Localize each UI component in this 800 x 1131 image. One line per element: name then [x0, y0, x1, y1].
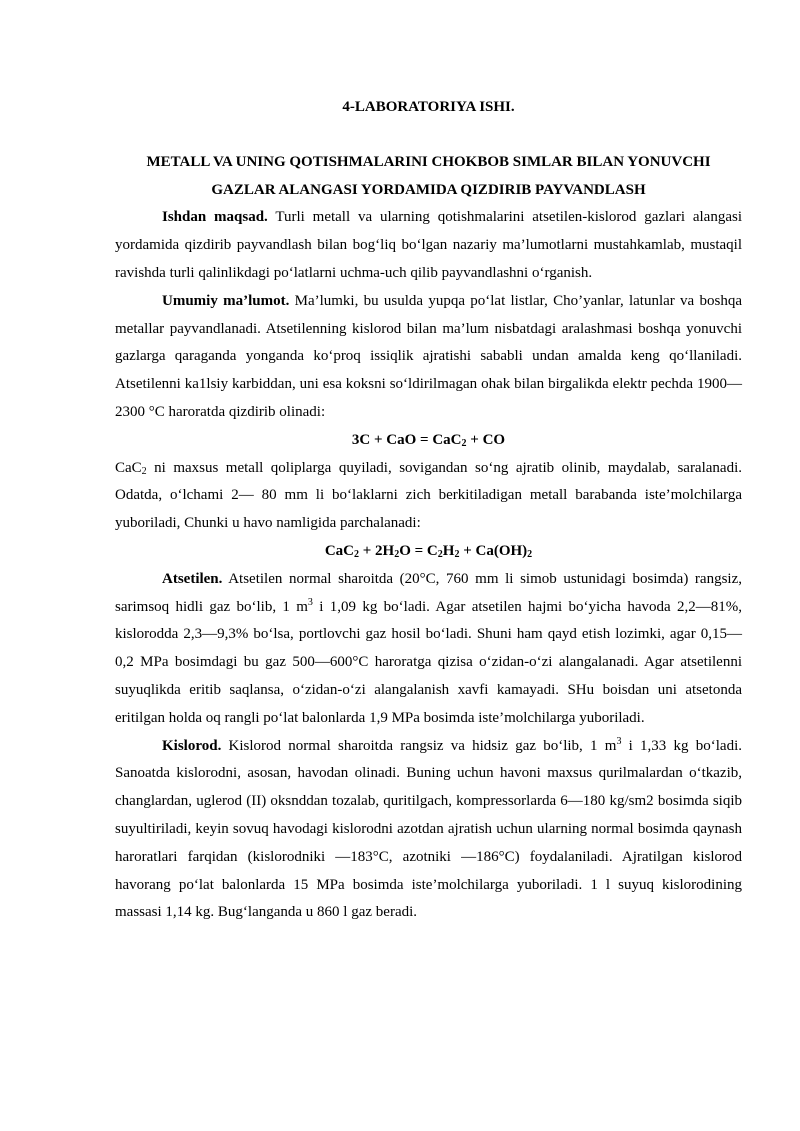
- calcium-carbide-paragraph: CaC$_2$ ni maxsus metall qoliplarga quyiladi, sovigandan so‘ng ajratib olinib, maydalab, saralanadi. Odatda, o‘lchami 2— 80 mm li bo‘laklarni zich berkitiladigan metall barabanda iste’molchilarga yuboriladi, Chunki u havo namligida parchalanadi:: [115, 459, 742, 532]
- oxygen-label: Kislorod.: [162, 737, 222, 754]
- general-info-paragraph: [115, 288, 742, 427]
- formula-calcium-carbide: 3C + CaO = CaC$_2$ + CO: [351, 431, 506, 449]
- lab-number-heading: 4-LABORATORIYA ISHI.: [342, 99, 515, 115]
- acetylene-label: Atsetilen.: [162, 570, 223, 587]
- document-title-line2: GAZLAR ALANGASI YORDAMIDA QIZDIRIB PAYVANDLASH: [211, 181, 646, 198]
- aim-paragraph: [115, 204, 742, 287]
- formula-acetylene: $CaC_2 + 2H_2O = C_2H_2 + Ca(OH)_2$: [324, 542, 533, 560]
- general-info-label: Umumiy ma’lumot.: [162, 292, 290, 309]
- general-info-text: Ma’lumki, bu usulda yupqa po‘lat listlar, Cho’yanlar, latunlar va boshqa metallar payvandlanadi. Atsetilenning kislorod bilan ma’lum nisbatdagi aralashmasi boshqa yonuvchi gazlarga qaraganda yonganda ko‘proq issiqlik ajratishi sababli undan amalda keng qo‘llaniladi. Atsetilenni ka1lsiy karbiddan, uni esa koksni so‘ldirilmagan ohak bilan birgalikda elektr pechda 1900—2300 °C haroratda qizdirib olinadi:: [115, 292, 742, 420]
- document-page: [115, 94, 742, 927]
- oxygen-paragraph: Kislorod. Kislorod normal sharoitda rangsiz va hidsiz gaz bo‘lib, 1 $m^3$ i 1,33 kg bo‘ladi. Sanoatda kislorodni, asosan, havodan olinadi. Buning uchun havoni maxsus qurilmalardan o‘tkazib, changlardan, uglerod (II) oksnddan tozalab, quritilgach, kompressorlarda 6—180 kg/sm2 bosimda siqib suyultiriladi, keyin sovuq havodagi kislorodni azotdan ajratish uchun ularning normal bosimda qaynash haroratlari farqidan (kislorodniki —183°C, azotniki —186°C) foydalaniladi. Ajratilgan kislorod havorang po‘lat balonlarda 15 MPa bosimda iste’molchilarga yuboriladi. 1 l suyuq kislorodining massasi 1,14 kg. Bug‘langanda u 860 l gaz beradi.: [115, 735, 742, 921]
- aim-label: Ishdan maqsad.: [162, 209, 268, 226]
- aim-text: Turli metall va ularning qotishmalarini atsetilen-kislorod gazlari alangasi yordamida qizdirib payvandlash bilan bog‘liq bo‘lgan nazariy ma’lumotlarni mustahkamlab, mustaqil ravishda turli qalinlikdagi po‘latlarni uchma-uch qilib payvandlashni o‘rganish.: [115, 209, 742, 281]
- acetylene-paragraph: Atsetilen. Atsetilen normal sharoitda (20°C, 760 mm li simob ustunidagi bosimda) rangsiz, sarimsoq hidli gaz bo‘lib, 1 $m^3$ i 1,09 kg bo‘ladi. Agar atsetilen hajmi bo‘yicha havoda 2,2—81%, kislorodda 2,3—9,3% bo‘lsa, portlovchi gaz hosil bo‘ladi. Shuni ham qayd etish lozimki, agar 0,15—0,2 MPa bosimdagi bu gaz 500—600°C haroratga qizisa o‘zidan-o‘zi alangalanadi. Agar atsetilenni suyuqlikda eritib saqlansa, o‘zidan-o‘zi alangalanish xavfi kamayadi. SHu boisdan uni atsetonda eritilgan holda oq rangli po‘lat balonlarda 1,9 MPa bosimda iste’molchilarga yuboriladi.: [115, 570, 742, 726]
- document-title-line1: METALL VA UNING QOTISHMALARINI CHOKBOB SIMLAR BILAN YONUVCHI: [146, 153, 711, 170]
